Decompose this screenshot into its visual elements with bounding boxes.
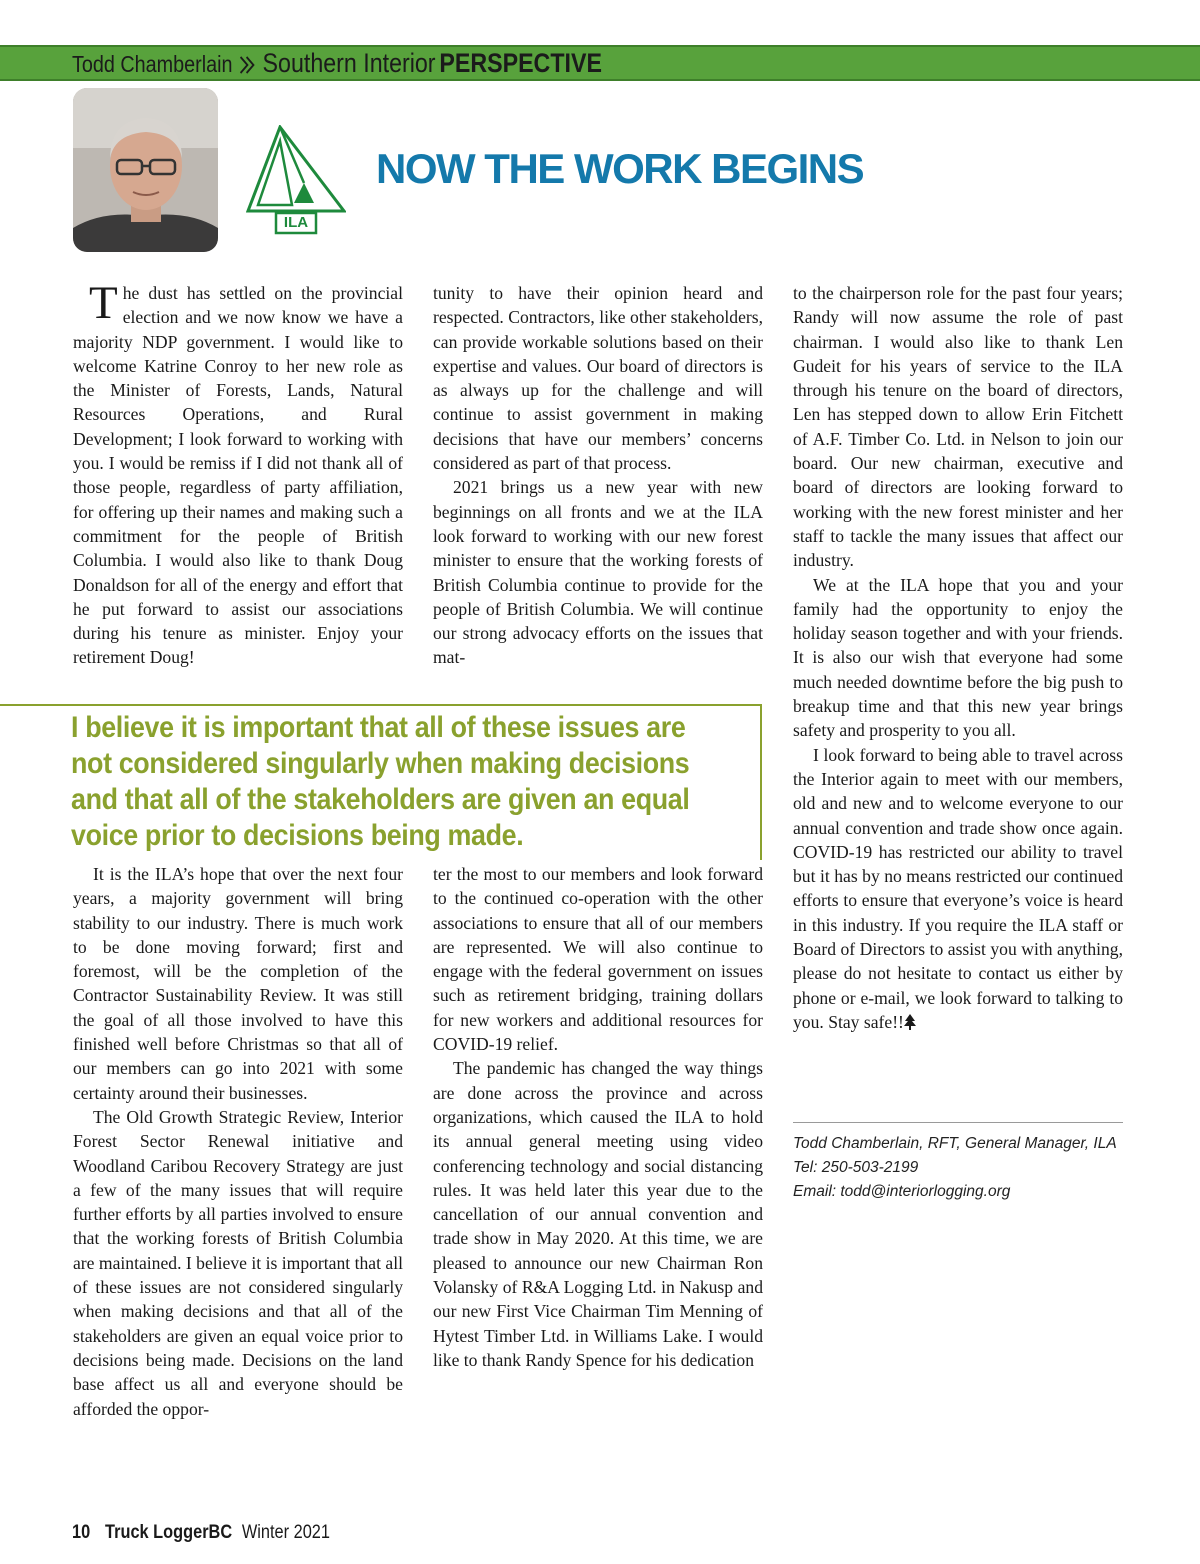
column-2-top — [433, 281, 763, 670]
signature-email: Email: todd@interiorlogging.org — [793, 1183, 1011, 1200]
author-photo — [73, 88, 218, 252]
section-header-band — [0, 45, 1200, 81]
section-emphasis: PERSPECTIVE — [439, 48, 602, 78]
tree-icon — [904, 1014, 916, 1030]
paragraph: to the chairperson role for the past four years; Randy will now assume the role of past chairman. I would also like to thank Len Gudeit for his years of service to the ILA through his tenure on the board of directors, Len has stepped down to allow Erin Fitchett of A.F. Timber Co. Ltd. in Nelson to join our board. Our new chairman, executive and board of directors are looking forward to working with the new forest minister and her staff to tackle the many issues that affect our industry. — [793, 283, 1123, 571]
paragraph: The Old Growth Strategic Review, Interior Forest Sector Renewal initiative and Woodland Caribou Recovery Strategy are just a few of the many issues that will require further efforts by all parties involved to ensure that the working forests of British Columbia are maintained. I believe it is important that all of these issues are not considered singularly when making decisions and that all of the stakeholders are given an equal voice prior to decisions being made. Decisions on the land base affect us all and everyone should be afforded the oppor- — [73, 1106, 403, 1419]
paragraph — [793, 743, 1123, 1035]
ila-logo-text: ILA — [283, 214, 309, 231]
paragraph: It is the ILA’s hope that over the next four years, a majority government will bring stability to our industry. There is much work to be done moving forward; first and foremost, will be the completion of the Contractor Sustainability Review. It was still the goal of all those involved to have this finished well before Christmas so that all of our members can go into 2021 with some certainty around their businesses. — [73, 864, 403, 1103]
paragraph-text: I look forward to being able to travel across the Interior again to meet with our members, old and new and to welcome everyone to our annual convention and trade show once again. COVID-19 has restricted our ability to travel but it has by no means restricted our continued efforts to ensure that everyone’s voice is heard in this industry. If you require the ILA staff or Board of Directors to assist you with anything, please do not hesitate to contact us either by phone or e-mail, we look forward to talking to you. Stay safe!! — [793, 744, 1123, 1032]
paragraph: 2021 brings us a new year with new beginnings on all fronts and we at the ILA look forward to working with our new forest minister to ensure that the working forests of British Columbia continue to provide for the people of British Columbia. We will continue our strong advocacy efforts on the issues that mat- — [433, 477, 763, 668]
paragraph-text: he dust has settled on the provincial election and we now know we have a majority NDP government. I would like to welcome Katrine Conroy to her new role as the Minister of Forests, Lands, Natural Resources Operations, and Rural Development; I look forward to working with you. I would be remiss if I did not thank all of those people, regardless of party affiliation, for offering up their names and making such a commitment for the people of British Columbia. I would also like to thank Doug Donaldson for all of the energy and effort that he put forward to assist our associations during his tenure as minister. Enjoy your retirement Doug! — [73, 283, 403, 668]
signature-name: Todd Chamberlain, RFT, General Manager, ILA — [793, 1135, 1117, 1152]
author-name: Todd Chamberlain — [72, 51, 233, 77]
page-number: 10 — [72, 1522, 91, 1543]
article-headline: NOW THE WORK BEGINS — [376, 145, 864, 192]
double-chevron-right-icon — [238, 55, 257, 75]
signature-divider — [793, 1122, 1123, 1123]
author-signature — [793, 1132, 1133, 1204]
column-3 — [793, 281, 1123, 1034]
paragraph: tunity to have their opinion heard and respected. Contractors, like other stakeholders, can provide workable solutions based on their expertise and values. Our board of directors is as always up for the challenge and will continue to assist government in making decisions that have our members’ concerns considered as part of that process. — [433, 283, 763, 474]
pull-quote-box — [0, 704, 762, 860]
issue-label: Winter 2021 — [241, 1522, 330, 1543]
paragraph: ter the most to our members and look forward to the continued co-operation with the other associations to ensure that all of our members are represented. We will also continue to engage with the federal government on issues such as retirement bridging, training dollars for new workers and additional resources for COVID-19 relief. — [433, 864, 763, 1055]
page-footer — [72, 1519, 330, 1547]
paragraph — [73, 277, 403, 670]
column-2-bottom — [433, 862, 763, 1372]
signature-phone: Tel: 250-503-2199 — [793, 1159, 919, 1176]
drop-cap: T — [89, 277, 118, 329]
paragraph: The pandemic has changed the way things are done across the province and across organizations, which caused the ILA to hold its annual general meeting using video conferencing technology and social distancing rules. It was held later this year due to the cancellation of our annual convention and trade show in May 2020. At this time, we are pleased to announce our new Chairman Ron Volansky of R&A Logging Ltd. in Nakusp and our new First Vice Chairman Tim Menning of Hytest Timber Ltd. in Williams Lake. I would like to thank Randy Spence for his dedication — [433, 1058, 763, 1370]
column-1-bottom — [73, 862, 403, 1421]
magazine-name: Truck LoggerBC — [105, 1522, 233, 1543]
paragraph: We at the ILA hope that you and your family had the opportunity to enjoy the holiday season together and with your friends. It is also our wish that everyone had some much needed downtime before the big push to breakup time and that this new year brings safety and prosperity to you all. — [793, 574, 1123, 741]
column-1-top — [73, 277, 403, 670]
section-header — [72, 47, 602, 79]
section-name: Southern Interior — [262, 48, 436, 78]
ila-logo — [246, 125, 346, 237]
pull-quote: I believe it is important that all of these issues are not considered singularly when making decisions and that all of the stakeholders are given an equal voice prior to decisions being made. — [71, 711, 690, 852]
